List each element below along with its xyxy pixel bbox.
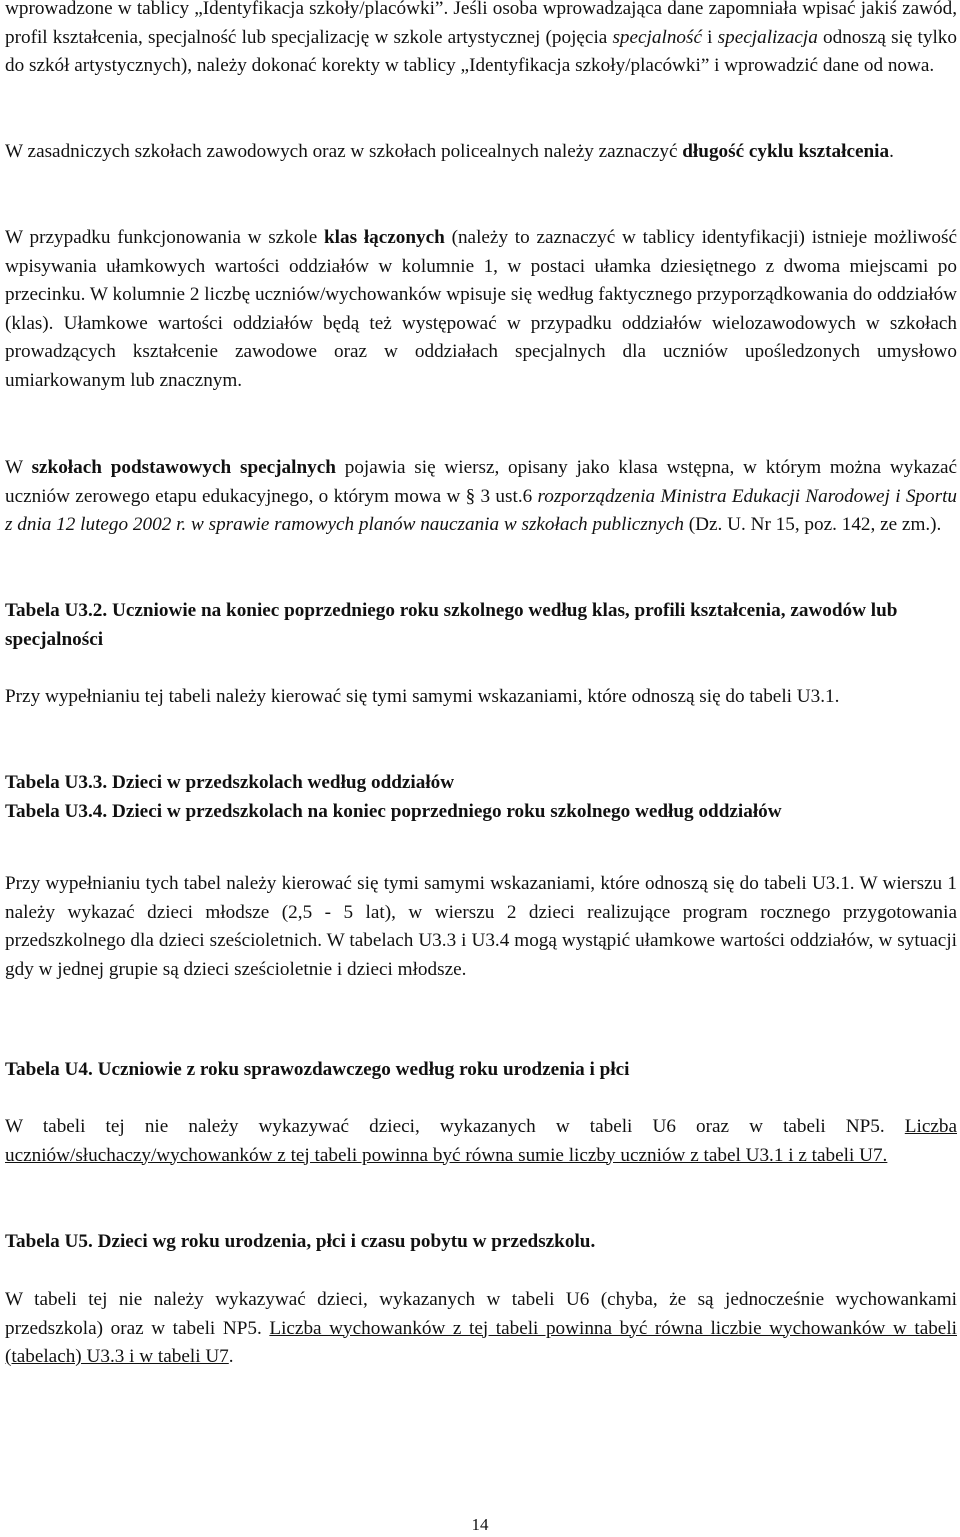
text-run: .	[889, 141, 894, 162]
text-run: (należy to zaznaczyć w tablicy identyfikacji) istnieje możliwość wpisywania ułamkowych wartości oddziałów w kolumnie 1, w postaci ułamka dziesiętnego z dwoma miejscami po przecinku. W kolumnie 2 liczbę uczniów/wychowanków wpisuje się według faktycznego przyporządkowania do oddziałów (klas). Ułamkowe wartości oddziałów będą też występować w przypadku oddziałów wielozawodowych w szkołach prowadzących kształcenie zawodowe oraz w oddziałach specjalnych dla uczniów upośledzonych umysłowo umiarkowanym lub znacznym.	[5, 227, 957, 391]
text-run: wprowadzone w tablicy „Identyfikacja szkoły/placówki”. Jeśli osoba wprowadzająca dane zapomniała wpisać jakiś zawód, profil kształcenia, specjalność lub specjalizację w szkole artystycznej (pojęcia	[5, 0, 957, 48]
paragraph-combined-classes	[5, 224, 957, 396]
bold-term: klas łączonych	[324, 227, 445, 248]
text-run: W zasadniczych szkołach zawodowych oraz w szkołach policealnych należy zaznaczyć	[5, 141, 683, 162]
text-run: W tabeli tej nie należy wykazywać dzieci, wykazanych w tabeli U6 oraz w tabeli NP5.	[5, 1116, 905, 1137]
bold-term: długość cyklu kształcenia	[682, 141, 890, 162]
text-run: pojawia się wiersz, opisany jako klasa wstępna, w którym można wykazać uczniów zerowego etapu edukacyjnego, o którym mowa w § 3 ust.6	[5, 457, 957, 507]
text-run: W przypadku funkcjonowania w szkole	[5, 227, 324, 248]
text-run: W	[5, 457, 32, 478]
paragraph-u5-instructions	[5, 1286, 957, 1372]
heading-table-u5: Tabela U5. Dzieci wg roku urodzenia, płci i czasu pobytu w przedszkolu.	[5, 1231, 596, 1252]
paragraph-u3-3-u3-4-instructions: Przy wypełnianiu tych tabel należy kierować się tymi samymi wskazaniami, które odnoszą się do tabeli U3.1. W wierszu 1 należy wykazać dzieci młodsze (2,5 - 5 lat), w wierszu 2 dzieci realizujące program rocznego przygotowania przedszkolnego dla dzieci sześcioletnich. W tabelach U3.3 i U3.4 mogą wystąpić ułamkowe wartości oddziałów, w sytuacji gdy w jednej grupie są dzieci sześcioletnie i dzieci młodsze.	[5, 873, 957, 980]
paragraph-correction	[5, 0, 957, 81]
italic-term: specjalność	[612, 26, 702, 48]
text-run: i	[702, 26, 718, 48]
page-number: 14	[471, 1515, 489, 1534]
text-run: .	[228, 1346, 234, 1368]
underlined-rule: Liczba wychowanków z tej tabeli powinna być równa liczbie wychowanków w tabeli (tabelach) U3.3 i w tabeli U7	[5, 1317, 957, 1368]
paragraph-special-schools	[5, 454, 957, 540]
underlined-rule: Liczba uczniów/słuchaczy/wychowanków z tej tabeli powinna być równa sumie liczby uczniów z tabel U3.1 i z tabeli U7.	[5, 1116, 957, 1166]
text-run: (Dz. U. Nr 15, poz. 142, ze zm.).	[684, 514, 942, 536]
text-run: odnoszą się tylko do szkół artystycznych), należy dokonać korekty w tablicy „Identyfikacja szkoły/placówki” i wprowadzić dane od nowa.	[5, 26, 957, 77]
text-run: W tabeli tej nie należy wykazywać dzieci, wykazanych w tabeli U6 (chyba, że są jednocześnie wychowankami przedszkola) oraz w tabeli NP5.	[5, 1289, 957, 1339]
heading-table-u3-3: Tabela U3.3. Dzieci w przedszkolach według oddziałów	[5, 772, 455, 793]
bold-term: szkołach podstawowych specjalnych	[31, 457, 336, 478]
paragraph-cycle-length	[5, 138, 957, 167]
italic-citation: rozporządzenia Ministra Edukacji Narodowej i Sportu z dnia 12 lutego 2002 r. w sprawie ramowych planów nauczania w szkołach publicznych	[5, 485, 958, 536]
heading-table-u4: Tabela U4. Uczniowie z roku sprawozdawczego według roku urodzenia i płci	[5, 1059, 630, 1080]
paragraph-u4-instructions	[5, 1113, 957, 1170]
paragraph-u3-2-instructions: Przy wypełnianiu tej tabeli należy kierować się tymi samymi wskazaniami, które odnoszą się do tabeli U3.1.	[5, 686, 840, 707]
heading-table-u3-4: Tabela U3.4. Dzieci w przedszkolach na koniec poprzedniego roku szkolnego według oddziałów	[5, 801, 782, 822]
italic-term: specjalizacja	[717, 26, 818, 48]
heading-table-u3-2: Tabela U3.2. Uczniowie na koniec poprzedniego roku szkolnego według klas, profili kształcenia, zawodów lub specjalności	[5, 600, 898, 650]
